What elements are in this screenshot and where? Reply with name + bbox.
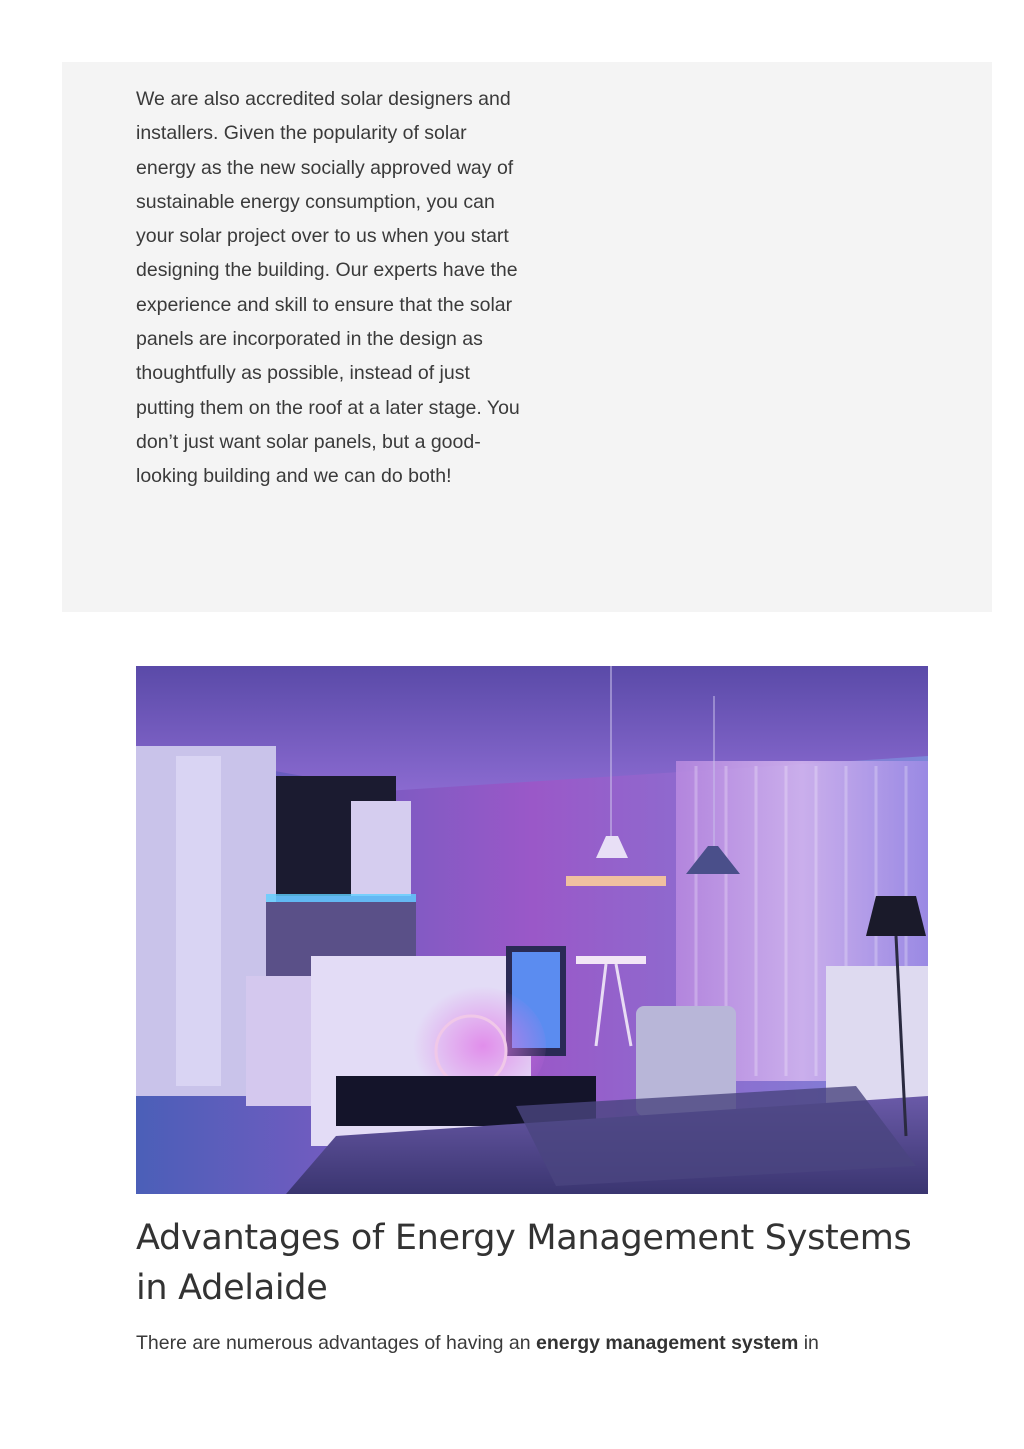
advantages-heading: Advantages of Energy Management Systems in Adelaide — [136, 1218, 912, 1308]
intro-bold-term: energy management system — [536, 1332, 799, 1354]
solar-section — [62, 62, 992, 612]
intro-suffix: in — [798, 1332, 819, 1354]
advantages-intro — [136, 1326, 936, 1360]
smart-home-interior-image — [136, 666, 928, 1194]
intro-prefix: There are numerous advantages of having an — [136, 1332, 537, 1354]
solar-paragraph: We are also accredited solar designers and installers. Given the popularity of solar energy as the new socially approved way of sustainable energy consumption, you can your solar project over to us when you start designing the building. Our experts have the experience and skill to ensure that the solar panels are incorporated in the design as thoughtfully as possible, instead of just putting them on the roof at a later stage. You don’t just want solar panels, but a good-looking building and we can do both! — [136, 88, 520, 488]
